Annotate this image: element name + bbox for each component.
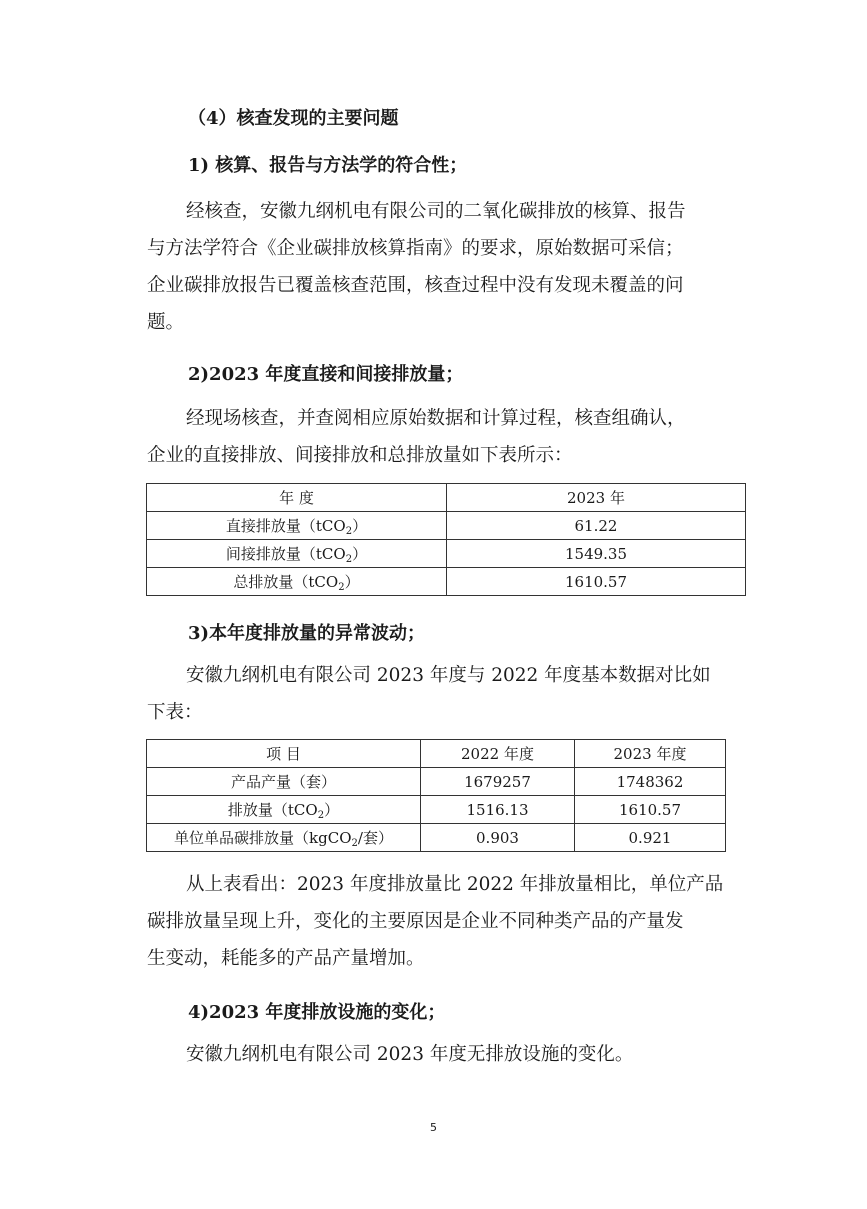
s2-line: 经现场核查，并查阅相应原始数据和计算过程，核查组确认， [186, 408, 686, 429]
table-row [147, 824, 726, 852]
s4-heading: 4)2023 年度排放设施的变化； [188, 1002, 446, 1023]
table-row [147, 768, 726, 796]
header-cell: 项 目 [147, 740, 421, 768]
table-row [147, 568, 746, 596]
row-value-2022: 1516.13 [421, 796, 575, 824]
row-label: 排放量（tCO$_2$） [147, 796, 421, 824]
row-value: 1610.57 [447, 568, 746, 596]
section-title: （4）核查发现的主要问题 [188, 108, 399, 129]
row-value-2023: 1748362 [575, 768, 726, 796]
row-label: 直接排放量（tCO$_2$） [147, 512, 447, 540]
s1-paragraph [147, 193, 686, 341]
table-header-row [147, 484, 746, 512]
s3-analysis-line: 从上表看出：2023 年度排放量比 2022 年排放量相比，单位产品 [186, 874, 724, 895]
table-row [147, 796, 726, 824]
row-value: 61.22 [447, 512, 746, 540]
s1-line: 经核查，安徽九纲机电有限公司的二氧化碳排放的核算、报告 [186, 201, 686, 222]
s4-paragraph [147, 1036, 633, 1073]
s3-line: 安徽九纲机电有限公司 2023 年度与 2022 年度基本数据对比如 [186, 665, 711, 686]
row-label: 单位单品碳排放量（kgCO$_2$/套） [147, 824, 421, 852]
s1-line: 与方法学符合《企业碳排放核算指南》的要求，原始数据可采信； [147, 238, 684, 259]
s1-heading: 1) 核算、报告与方法学的符合性； [188, 155, 468, 176]
s3-analysis-line: 碳排放量呈现上升，变化的主要原因是企业不同种类产品的产量发 [147, 911, 684, 932]
header-cell: 年 度 [147, 484, 447, 512]
header-cell: 2023 年度 [575, 740, 726, 768]
row-value-2022: 1679257 [421, 768, 575, 796]
s3-heading: 3)本年度排放量的异常波动； [188, 623, 426, 644]
table-row [147, 540, 746, 568]
row-label: 总排放量（tCO$_2$） [147, 568, 447, 596]
header-cell: 2022 年度 [421, 740, 575, 768]
s3-analysis-paragraph [147, 866, 723, 977]
table-row [147, 512, 746, 540]
row-value-2023: 1610.57 [575, 796, 726, 824]
row-label: 产品产量（套） [147, 768, 421, 796]
table-header-row [147, 740, 726, 768]
row-value-2023: 0.921 [575, 824, 726, 852]
s2-heading: 2)2023 年度直接和间接排放量； [188, 364, 464, 385]
emissions-2023-table [146, 483, 746, 596]
row-value-2022: 0.903 [421, 824, 575, 852]
page-number: 5 [430, 1121, 437, 1134]
header-cell: 2023 年 [447, 484, 746, 512]
s1-line: 企业碳排放报告已覆盖核查范围，核查过程中没有发现未覆盖的问 [147, 275, 684, 296]
s2-line: 企业的直接排放、间接排放和总排放量如下表所示： [147, 445, 573, 466]
s1-line: 题。 [147, 312, 185, 333]
row-value: 1549.35 [447, 540, 746, 568]
s3-paragraph [147, 657, 711, 731]
s3-line: 下表： [147, 702, 203, 723]
row-label: 间接排放量（tCO$_2$） [147, 540, 447, 568]
s2-paragraph [147, 400, 686, 474]
s3-analysis-line: 生变动，耗能多的产品产量增加。 [147, 948, 425, 969]
comparison-table [146, 739, 726, 852]
s4-line: 安徽九纲机电有限公司 2023 年度无排放设施的变化。 [186, 1044, 634, 1065]
